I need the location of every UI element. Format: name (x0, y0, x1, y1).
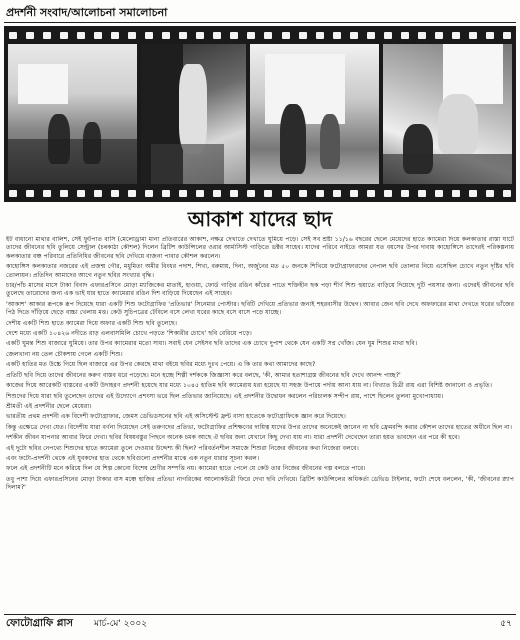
film-perforations-top (4, 28, 516, 42)
section-label: প্রদর্শনী সংবাদ/আলোচনা সমালোচনা (6, 6, 168, 19)
article-paragraph: প্রতিটি ছবি দিয়ে তাদের জীবনের করুণ বাস্তব ধরে পড়েছে। মনে হচ্ছে শিল্পী দর্শককে জিজ্ঞাসা করে বলছে, 'কী, আমার হতাশাগ্রস্ত জীবনের ছবি দেখে আনন্দ পাচ্ছ?' (6, 371, 401, 379)
film-frames (8, 44, 512, 184)
page-footer (4, 614, 516, 633)
filmstrip-photo-banner (4, 26, 516, 202)
article-title: আকাশ যাদের ছাদ (187, 207, 333, 231)
film-perforations-bottom (4, 186, 516, 200)
photo-child-at-window (141, 44, 246, 184)
article-paragraph: একটি ঘুমন্ত শিশু বাজারে ঘুমিয়ে। তার উপর ক্যামেরার মতো সাধা। সবাই যেন সেইসব ছবি তাদের এক চোখে দুপাশ থেকে যেন একটি সপ্ন খোঁজ। যেন ঘুম শিশুর মাথা ছবি। (6, 340, 418, 348)
photo-street-children (8, 44, 137, 184)
article-paragraph: শিশুদের দিয়ে যারা ছবি তুলেছেন তাদের এই উদ্যোগে প্রশংসা ভরে ছিল প্রতিভার জানিয়েছে। এই প্রদর্শনীর উদ্বোধন করলেন পরিচালক সন্দীপ রায়, পাশে ছিলেন তুলনা মুখোপাধ্যায়। (6, 392, 444, 400)
article-paragraph: ফলে এই প্রদর্শনীটি মনে করিয়ে দিল যে শিল্প কোনো বিশেষ শ্রেণীর সম্পত্তি নয়। ক্যামেরা হাতে পেলে যে কেউ তার নিজের জীবনের গল্প বলতে পারে। (6, 465, 366, 473)
article-paragraph: এবং ফটো-প্রদর্শনী থেকে এই যুবকদের হাত থেকে ছবিগুলো প্রদর্শনীর মাঝে এক নতুন ধারার সূচনা করল। (6, 454, 260, 462)
article-paragraph: দর্শকীন জীবন যাপনার আবার ফিরে দেখা। ছবির বিষয়বস্তুর পিছনে অনেক চমক আছে ঐ ছবির জন্য যেখানে কিছু দেখা যায় না। যারা প্রদর্শনী দেখেছেন তারা হয়ত ভাবছেন এর পরে কী হবে। (6, 434, 460, 442)
article-paragraph: এই দুটো ছবির নেপথ্যে শিশুদের হাতে ক্যামেরা তুলে দেওয়ার উদ্দেশ্য কী ছিল? পরিবর্তনশীল সমাজে শিশুরা নিজের জীবনের কথা নিজেরা বলবে। (6, 444, 359, 452)
article-paragraph: 'আকাশ' আকার রূপকে রূপ দিয়েছে যারা একটি শিশু ফটোগ্রাফির 'প্রতিভার' সিনেমার পোস্টার। ছবিটি দেখিয়ে প্রতিভার জন্যই শহরবাসীর উদ্বেগ। আবার জেন ছবি দেখে অফফারের মাথা দেখতে ঘরের ভাঁজের পিঠ দিতে দাঁড়িয়ে ছেড়ে বাচ্চা খেলায় মত্ত। কেউ সুচিপত্রের টেবিলে বসে লেখা ঘরের কাছে বসে বাসে পড়ে যাচ্ছে। (6, 300, 514, 317)
article-paragraph: দেশে মধ্যে একটি ১০৪২৬ নদীতে রাড় এলবাসমিলি চোখে পড়তে 'শিকারীর চোখে' ছবি বেরিয়ে পড়ে। (6, 330, 252, 338)
issue-date: মার্চ-মে' ২০০২ (94, 619, 148, 629)
article-paragraph: জেলখানা নয় তেল চৌকশায় গেলে একটি শিশু। (6, 350, 123, 358)
article-paragraph: একটি হাতির মত উচ্চে গিয়ে ছিল বাজারে এর উপর কেরছে মাথা বইয়ে ছবির মধ্যে দুঃখ পেয়ে। এ কি তার কথা আমাদের কাছে? (6, 361, 316, 369)
article-paragraph: শ্রীমতী এই প্রদর্শনীর ছেলে মেয়েরা। (6, 402, 92, 410)
article-paragraph: দেশীয় একটি শিশু হাতে ক্যামেরা দিয়ে অফার একটি শিশু ছবি তুলেছে। (6, 319, 177, 327)
magazine-name: ফোটোগ্রাফি প্লাস (6, 618, 74, 629)
page-number: ৫৭ (500, 619, 512, 629)
article-paragraph: ইট বাধানো মাথার বালিশ, সেই ফুটপাত বাসি (মেলোড্রামা মানা প্রতিবারের আকাশ, নক্ষত্র দেখাতে দেখাতে ঘুমিয়ে পড়ে। সেই সব শ্রষ্টা ১১/১৬ বছরের ছেলে মেয়েদের হাতে ক্যামেরা দিয়ে কলকাতার রাস্তা ঘাটে তাদের জীবনের ছবি তুলিয়ে সেন্ট্রাল (চৰকাঠা কৌশল) দিলেন ব্রিটিশ কাউন্সিলের ওরার আর্মাসিস্ট গাড়িতে ডক্টর সাহেব। যাদের পরিবে নাইতে আমরা যত বয়সের উপর দাবায় কাহোঙ্গিসে তাদেরই পরিকল্পনায় কলকাতার বঞ্চ পরিবারে প্রতিনিধির জীবনের ছবি দেখিয়ে বাজনা পাবার কৌশল করলেন। (6, 236, 514, 260)
article-paragraph: চার/পাঁচ মাসের মাসে টাকা বিবাদ এফারপ্রসিনে মোড়া ম্যাজিকের মাতাই, হাওয়া, ফোর্ড গাড়ির রঙিন কাঁচের পাতে শক্তিহীন ছক পড়া শীর্ণ শিশু হুয়াতে বাড়িয়ে দিয়েছে দুটি পয়সার জন্য। এদেরই জীবনের ছবি তুলেছে তারোদের জন্য এক ভাই যার হাতে ক্যামেরার রঙিন দিশ বাড়িয়ে দিয়েছেন এই সাহেব। (6, 282, 514, 298)
article-body (6, 236, 514, 592)
section-header (4, 4, 516, 23)
article-paragraph: কিন্তু এক্ষেত্রে দেখা যেত। বিদেশীয় যারা বর্ণনা দিয়েছেন সেই তরুণদের প্রতিভা, ফটোগ্রাফির প্রশিক্ষণের দায়িত্ব যাদের উপর তাদের অনেকেই জানেন না ছবি ফ্রেমবন্দি করার কৌশল তাদের হাতের অধীনে ছিল না। (6, 423, 512, 431)
article-paragraph: কাহোঙ্গিস কলকাতার নজরের এই প্রজন্ম গৌর, মধুমিতা অমীর বিংধর পদাশ, শিখা, বরুমায়, দিনা, অর্জুনের মত ৫০ জনকে শিখিয়ে ফটোগ্রাফারদের নেপাল ছবি তোলার নিয়ে এসেছিল চোখে নতুন দৃষ্টির ছবি তোলায়ন। প্রতিদিন আমাদের আগে নতুন ছবির সংখ্যার বৃদ্ধি। (6, 263, 514, 279)
photo-child-washing (383, 44, 512, 184)
article-paragraph: কাজের দিয়ে আরেকটি বাস্তবের একটি উদাহরণ প্রদর্শনী হয়েছে যার মধ্যে ১০৪৫ হাতিম ছবি ক্যামেরায় ধরা হয়েছে যা সহজ উপায়ে পর্দায় আনা যায় না। বিখ্যাত চিত্রী রায় এরা বিশিষ্ট জানানো ও প্রভৃতি। (6, 382, 492, 390)
photo-children-playing (250, 44, 379, 184)
article-paragraph: ভারতীয় প্রথম প্রদর্শনী এক বিদেশী ফটোগ্রাফার, জেমস ডেভিডসনের ছবি এই অসিস্টেন্ট ফ্রন্ট বাসা হাতেকে ফটোগ্রাফিকে জ্ঞান করে দিয়েছে। (6, 413, 346, 421)
article-paragraph: তবু পাশা দিয়ে এফারপ্রসিনের মোড়া টাকার বাস মঞ্চে হাজির প্রতিভা নাগরিকের আলোকচিত্রী ফিরে দেখা ছবি দেখিয়ে। ব্রিটিশ কাউন্সিলের অধিকর্তা ডেভিড টাইলার, ফটো শেষে বললেন, 'কী, 'জীবনের স্ন্যাপ দিলাম?' (6, 475, 514, 492)
